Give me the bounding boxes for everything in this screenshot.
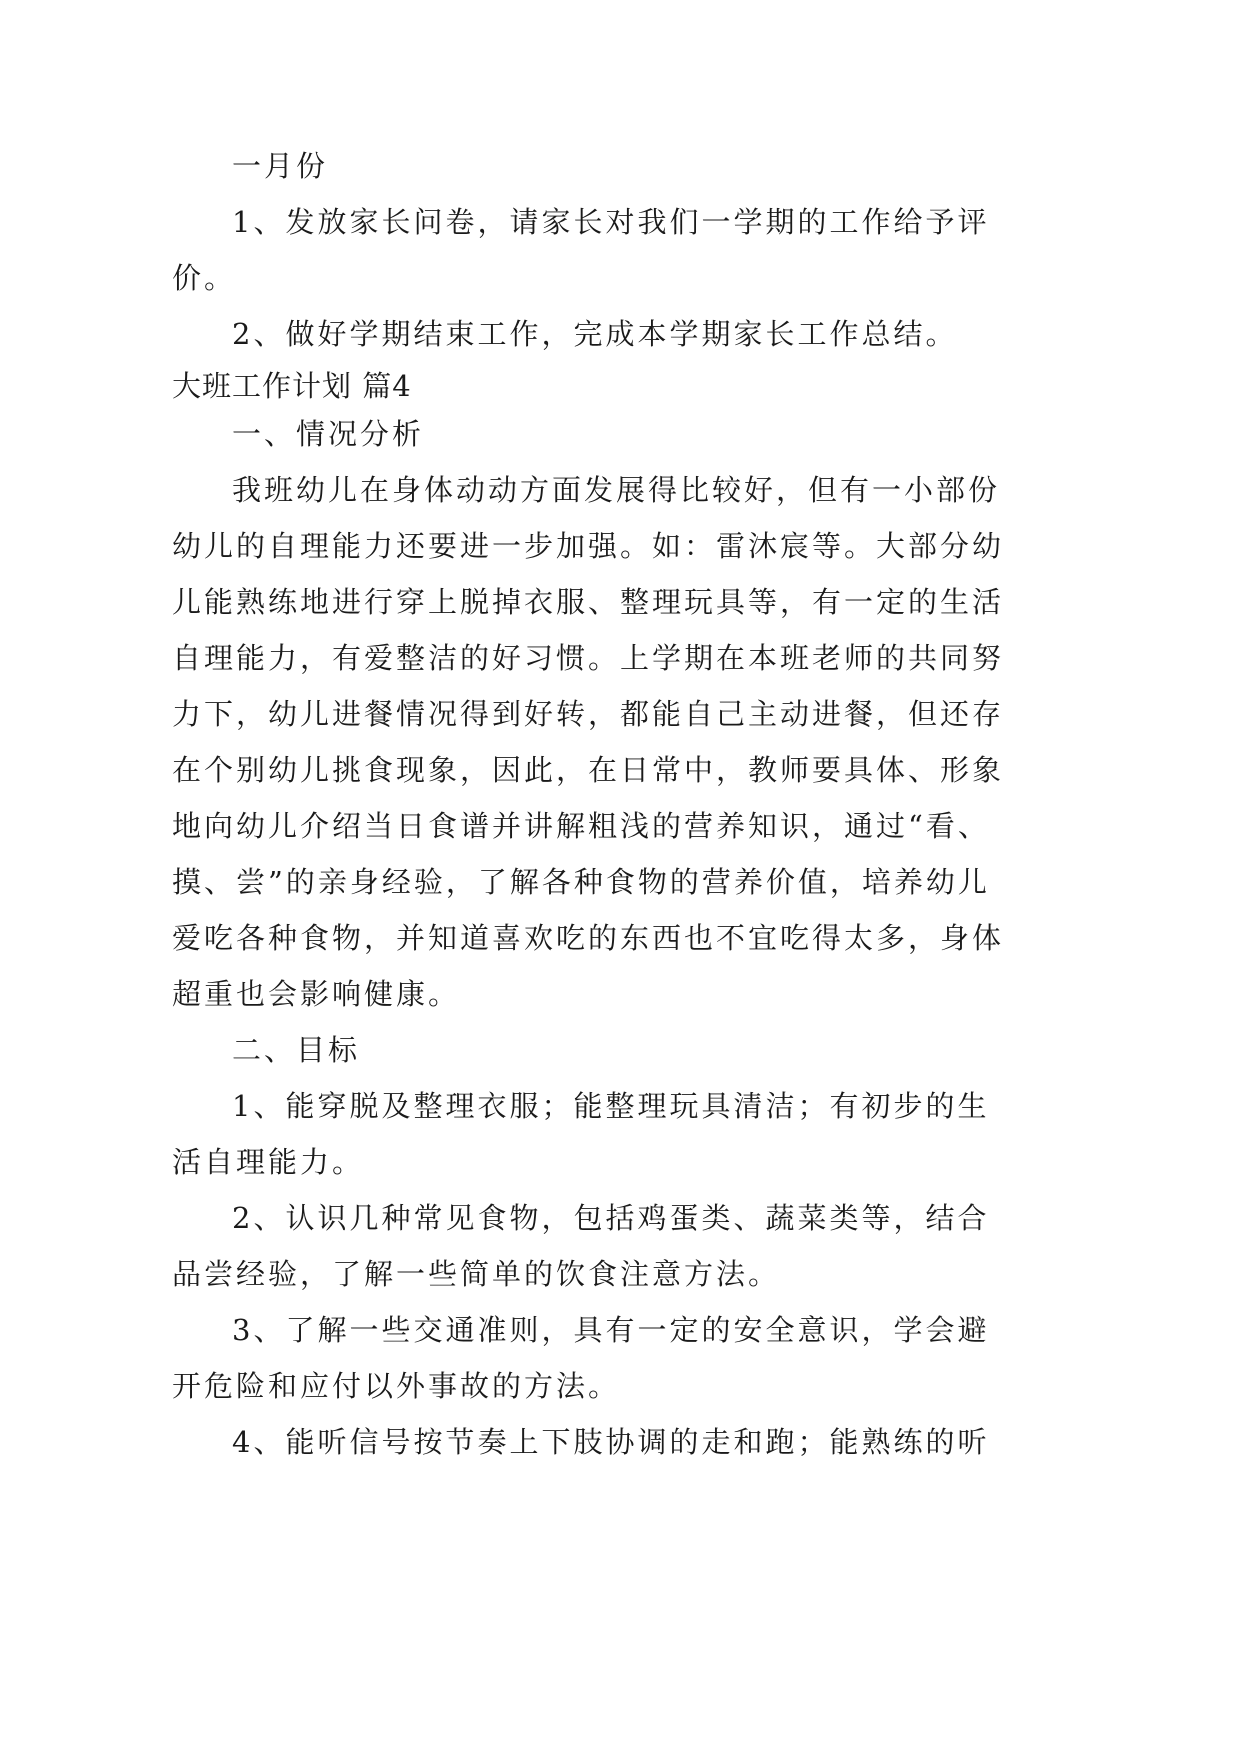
paragraph-line: 3、了解一些交通准则，具有一定的安全意识，学会避 <box>232 1313 990 1347</box>
paragraph-line: 地向幼儿介绍当日食谱并讲解粗浅的营养知识，通过“看、 <box>172 809 990 843</box>
paragraph-line: 4、能听信号按节奏上下肢协调的走和跑；能熟练的听 <box>232 1425 990 1459</box>
section-heading: 一、情况分析 <box>232 417 425 451</box>
paragraph-line: 力下，幼儿进餐情况得到好转，都能自己主动进餐，但还存 <box>172 697 1005 731</box>
paragraph-line: 自理能力，有爱整洁的好习惯。上学期在本班老师的共同努 <box>172 641 1005 675</box>
paragraph-line: 开危险和应付以外事故的方法。 <box>172 1369 621 1403</box>
paragraph-line: 超重也会影响健康。 <box>172 977 461 1011</box>
paragraph-line: 1、发放家长问卷，请家长对我们一学期的工作给予评 <box>232 205 990 239</box>
paragraph-line: 1、能穿脱及整理衣服；能整理玩具清洁；有初步的生 <box>232 1089 990 1123</box>
paragraph-line: 我班幼儿在身体动动方面发展得比较好，但有一小部份 <box>232 473 1001 507</box>
paragraph-line: 摸、尝”的亲身经验，了解各种食物的营养价值，培养幼儿 <box>172 865 990 899</box>
paragraph-line: 品尝经验，了解一些简单的饮食注意方法。 <box>172 1257 781 1291</box>
month-heading: 一月份 <box>232 149 329 183</box>
paragraph-line: 活自理能力。 <box>172 1145 365 1179</box>
section-title: 大班工作计划 篇4 <box>172 369 412 403</box>
paragraph-line: 价。 <box>172 261 237 295</box>
paragraph-line: 2、做好学期结束工作，完成本学期家长工作总结。 <box>232 317 958 351</box>
paragraph-line: 幼儿的自理能力还要进一步加强。如：雷沐宸等。大部分幼 <box>172 529 1005 563</box>
paragraph-line: 2、认识几种常见食物，包括鸡蛋类、蔬菜类等，结合 <box>232 1201 990 1235</box>
section-heading: 二、目标 <box>232 1033 361 1067</box>
paragraph-line: 爱吃各种食物，并知道喜欢吃的东西也不宜吃得太多，身体 <box>172 921 1005 955</box>
paragraph-line: 儿能熟练地进行穿上脱掉衣服、整理玩具等，有一定的生活 <box>172 585 1005 619</box>
paragraph-line: 在个别幼儿挑食现象，因此，在日常中，教师要具体、形象 <box>172 753 1005 787</box>
